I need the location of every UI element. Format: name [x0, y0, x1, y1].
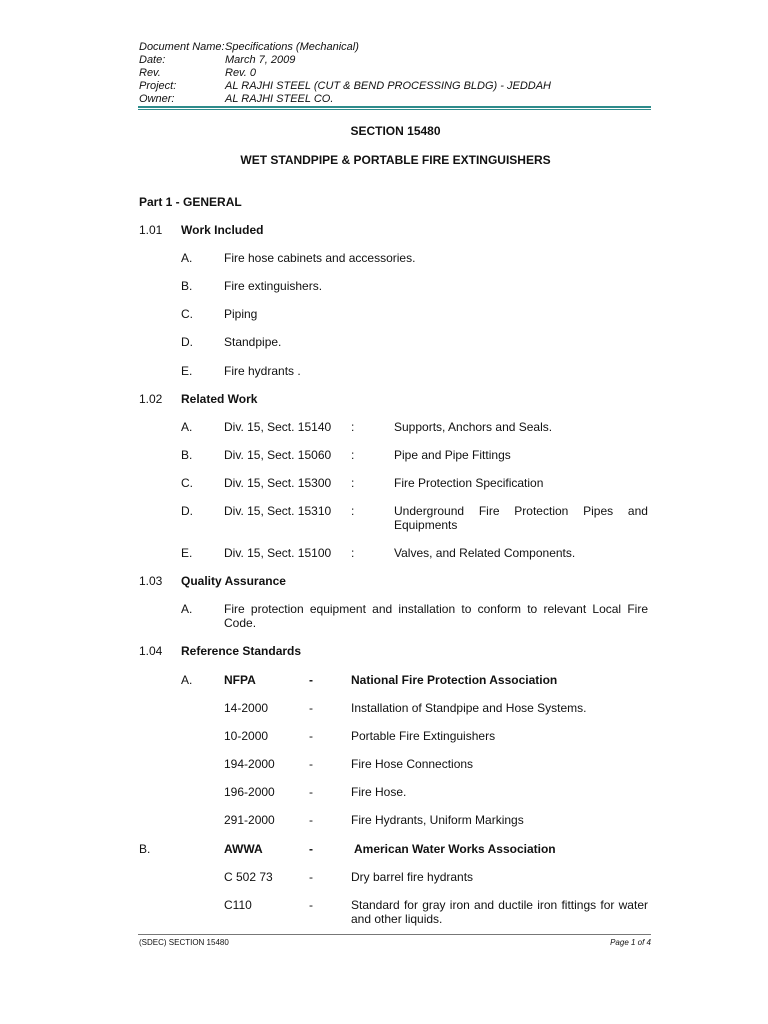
- clause-title: Quality Assurance: [181, 574, 286, 588]
- standard-code: AWWA: [224, 842, 263, 856]
- item-text: Fire hose cabinets and accessories.: [224, 251, 416, 265]
- item-separator: :: [351, 476, 355, 490]
- ref-dash: -: [309, 701, 313, 715]
- ref-dash: -: [309, 870, 313, 884]
- ref-code: C 502 73: [224, 870, 273, 884]
- clause-title: Reference Standards: [181, 644, 302, 658]
- item-text: Piping: [224, 307, 258, 321]
- item-letter: A.: [181, 420, 193, 434]
- footer-section: (SDEC) SECTION 15480: [139, 938, 229, 947]
- word: Pipes: [583, 504, 614, 518]
- standard-dash: -: [309, 842, 313, 856]
- ref-dash: -: [309, 785, 313, 799]
- ref-code: 194-2000: [224, 757, 275, 771]
- ref-code: 10-2000: [224, 729, 269, 743]
- item-text-line1: [394, 504, 648, 518]
- ref-text: Standard for gray iron and ductile iron fittings for water and other liquids.: [351, 898, 648, 926]
- item-letter: E.: [181, 364, 193, 378]
- header-label: Date:: [139, 54, 166, 66]
- standard-code: NFPA: [224, 673, 256, 687]
- ref-dash: -: [309, 757, 313, 771]
- item-letter: A.: [181, 673, 193, 687]
- page-number: Page 1 of 4: [610, 938, 651, 947]
- item-ref: Div. 15, Sect. 15060: [224, 448, 332, 462]
- item-letter: E.: [181, 546, 193, 560]
- item-text: Valves, and Related Components.: [394, 546, 576, 560]
- item-text: Fire Protection Specification: [394, 476, 544, 490]
- clause-number: 1.03: [139, 574, 163, 588]
- ref-text: Fire Hose.: [351, 785, 407, 799]
- standard-name: American Water Works Association: [354, 842, 556, 856]
- document-rev: Rev. 0: [225, 67, 256, 79]
- item-letter: C.: [181, 476, 193, 490]
- ref-code: 14-2000: [224, 701, 269, 715]
- standard-name: National Fire Protection Association: [351, 673, 558, 687]
- header-label: Document Name:: [139, 41, 225, 53]
- item-letter: B.: [181, 448, 193, 462]
- item-letter: B.: [139, 842, 151, 856]
- item-separator: :: [351, 504, 355, 518]
- item-letter: C.: [181, 307, 193, 321]
- header-divider-thin: [138, 109, 651, 110]
- item-text: Fire hydrants .: [224, 364, 301, 378]
- ref-code: 291-2000: [224, 813, 275, 827]
- part-title: Part 1 - GENERAL: [139, 195, 242, 209]
- ref-dash: -: [309, 729, 313, 743]
- item-separator: :: [351, 546, 355, 560]
- footer-divider: [138, 934, 651, 935]
- header-label: Project:: [139, 80, 177, 92]
- word: and: [627, 504, 648, 518]
- ref-text: Fire Hydrants, Uniform Markings: [351, 813, 524, 827]
- item-letter: D.: [181, 504, 193, 518]
- header-label: Owner:: [139, 93, 175, 105]
- item-ref: Div. 15, Sect. 15140: [224, 420, 332, 434]
- word: Underground: [394, 504, 465, 518]
- ref-text: Portable Fire Extinguishers: [351, 729, 496, 743]
- item-separator: :: [351, 420, 355, 434]
- clause-number: 1.01: [139, 223, 163, 237]
- ref-dash: -: [309, 813, 313, 827]
- section-title: WET STANDPIPE & PORTABLE FIRE EXTINGUISHERS: [240, 153, 551, 167]
- document-header: [139, 41, 551, 106]
- item-text: Pipe and Pipe Fittings: [394, 448, 511, 462]
- ref-code: C110: [224, 898, 252, 912]
- header-divider: [138, 106, 651, 108]
- clause-number: 1.04: [139, 644, 163, 658]
- ref-text: Installation of Standpipe and Hose Systems.: [351, 701, 587, 715]
- item-ref: Div. 15, Sect. 15300: [224, 476, 332, 490]
- document-owner: AL RAJHI STEEL CO.: [225, 93, 334, 105]
- clause-title: Related Work: [181, 392, 258, 406]
- item-letter: A.: [181, 602, 193, 616]
- ref-code: 196-2000: [224, 785, 275, 799]
- item-ref: Div. 15, Sect. 15310: [224, 504, 332, 518]
- document-date: March 7, 2009: [225, 54, 296, 66]
- clause-title: Work Included: [181, 223, 264, 237]
- item-letter: D.: [181, 335, 193, 349]
- word: Protection: [514, 504, 569, 518]
- header-label: Rev.: [139, 67, 161, 79]
- ref-dash: -: [309, 898, 313, 912]
- clause-number: 1.02: [139, 392, 163, 406]
- ref-text: Dry barrel fire hydrants: [351, 870, 474, 884]
- document-project: AL RAJHI STEEL (CUT & BEND PROCESSING BLDG) - JEDDAH: [225, 80, 551, 92]
- section-number: SECTION 15480: [350, 124, 441, 138]
- item-text: Standpipe.: [224, 335, 282, 349]
- item-letter: A.: [181, 251, 193, 265]
- standard-dash: -: [309, 673, 313, 687]
- item-text-line2: Equipments: [394, 518, 458, 532]
- item-text: Fire extinguishers.: [224, 279, 323, 293]
- document-name: Specifications (Mechanical): [225, 41, 359, 53]
- word: Fire: [478, 504, 500, 518]
- item-text: Supports, Anchors and Seals.: [394, 420, 553, 434]
- ref-text: Fire Hose Connections: [351, 757, 474, 771]
- item-ref: Div. 15, Sect. 15100: [224, 546, 332, 560]
- item-letter: B.: [181, 279, 193, 293]
- item-separator: :: [351, 448, 355, 462]
- item-paragraph: Fire protection equipment and installation to conform to relevant Local Fire Code.: [224, 602, 648, 630]
